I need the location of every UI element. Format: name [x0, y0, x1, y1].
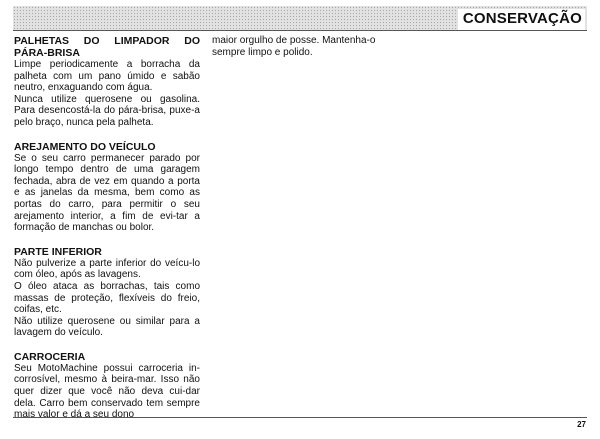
section-title: CARROCERIA — [14, 350, 86, 363]
left-column — [14, 35, 200, 433]
paragraph: Limpe periodicamente a borracha da palheta com um pano úmido e sabão neutro, enxaguando com água. — [14, 59, 200, 94]
paragraph: Nunca utilize querosene ou gasolina. Para desencostá-la do pára-brisa, puxe-a pelo braço, nunca pela palheta. — [14, 93, 200, 128]
page-title: CONSERVAÇÃO — [458, 9, 585, 30]
section-title: PALHETAS DO LIMPADOR DO PÁRA-BRISA — [14, 35, 200, 59]
paragraph: Seu MotoMachine possui carroceria in-corrosível, mesmo à beira-mar. Isso não quer dizer que você não deva cui-dar dela. Carro bem conservado tem sempre mais valor e dá a seu dono — [14, 362, 200, 421]
paragraph: Não utilize querosene ou similar para a lavagem do veículo. — [14, 315, 200, 339]
section-bodywork — [14, 351, 200, 421]
section-wiper-blades — [14, 35, 200, 129]
right-column — [212, 35, 402, 58]
header-divider — [13, 30, 587, 31]
section-ventilation — [14, 141, 200, 234]
section-title: AREJAMENTO DO VEÍCULO — [14, 140, 156, 153]
paragraph: O óleo ataca as borrachas, tais como massas de proteção, flexíveis do freio, coifas, etc. — [14, 280, 200, 316]
continuation-paragraph: maior orgulho de posse. Mantenha-o sempre limpo e polido. — [212, 35, 376, 58]
section-underbody — [14, 246, 200, 339]
section-title: PARTE INFERIOR — [14, 245, 102, 258]
page-number: 27 — [577, 420, 586, 429]
paragraph: Não pulverize a parte inferior do veícu-lo com óleo, após as lavagens. — [14, 257, 200, 281]
paragraph: Se o seu carro permanecer parado por longo tempo dentro de uma garagem fechada, abra de vez em quando a porta e as janelas da mesma, bem como as portas do carro, para permitir o seu arejamento interior, a fim de evi-tar a formação de manchas ou bolor. — [14, 152, 200, 234]
footer-divider — [13, 417, 587, 418]
header-band — [13, 6, 587, 30]
